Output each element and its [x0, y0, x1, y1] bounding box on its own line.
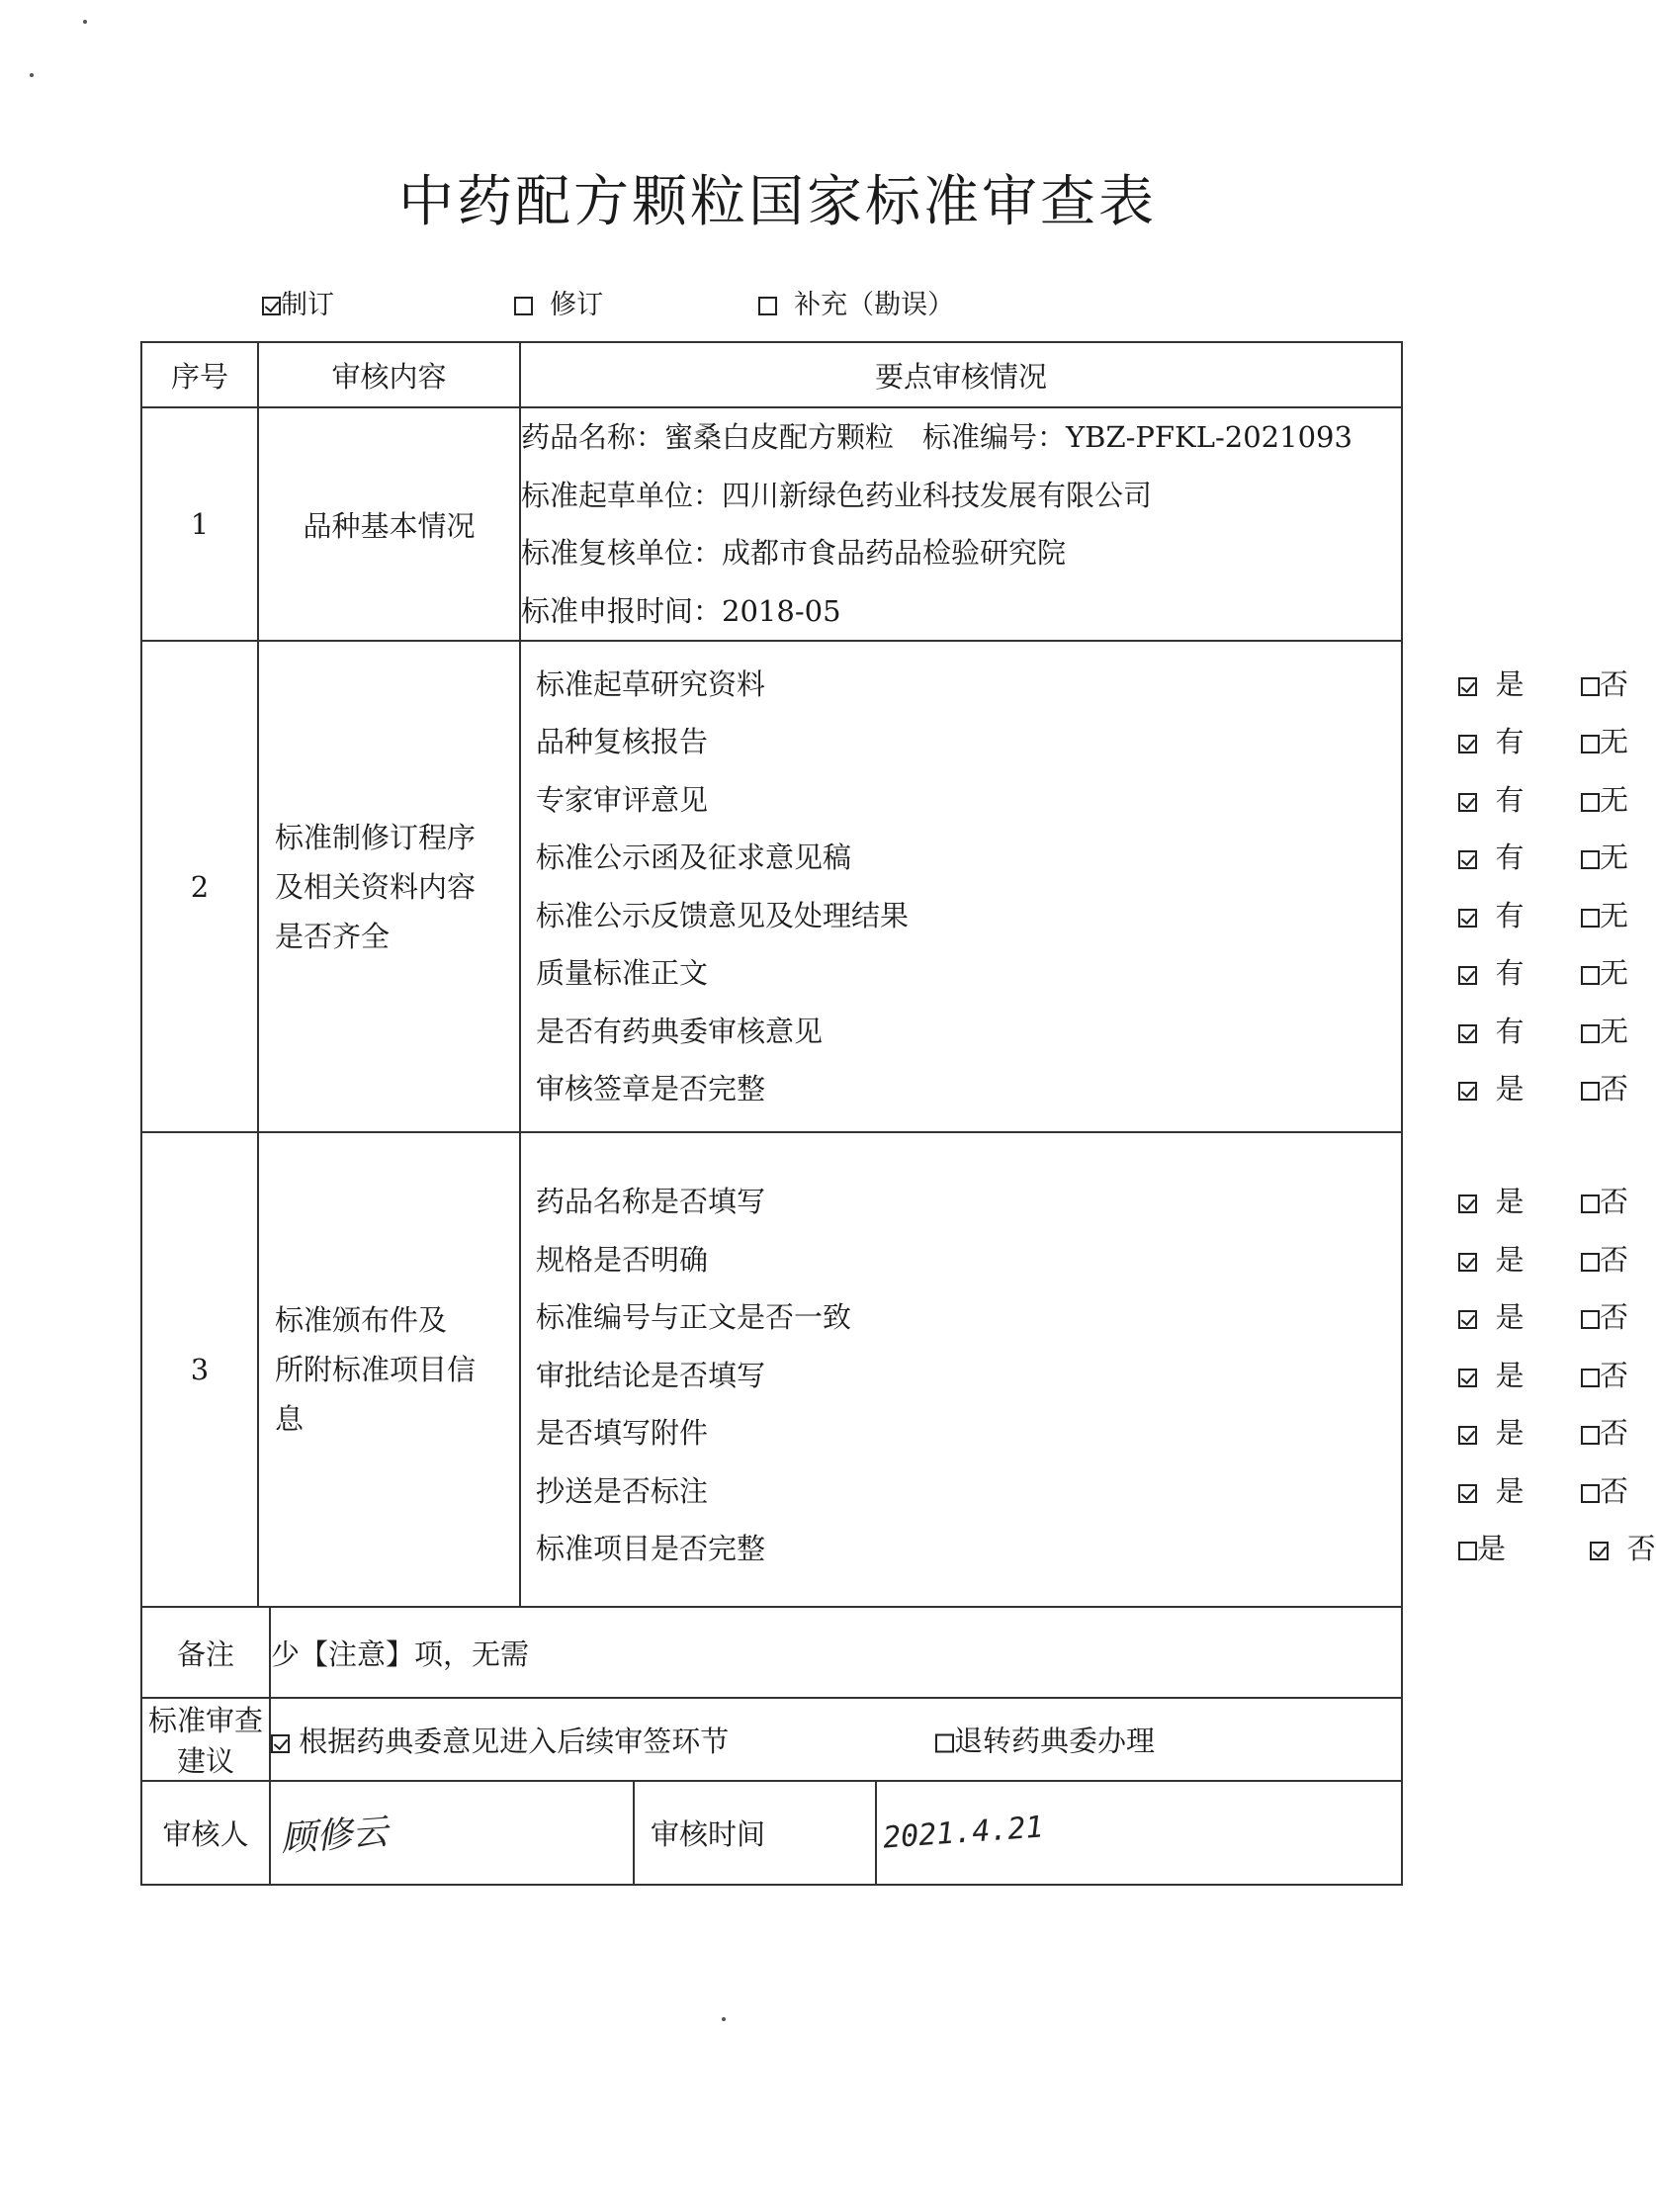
type-option-supplement[interactable] [758, 283, 954, 321]
checklist-item-label: 标准起草研究资料 [536, 666, 766, 701]
checklist-item [521, 1003, 1629, 1061]
checklist-option-yes[interactable] [1458, 1347, 1524, 1405]
header-seq: 序号 [141, 342, 258, 407]
checklist-option-label: 无 [1600, 841, 1629, 874]
checkbox-no[interactable] [1581, 1194, 1600, 1213]
checkbox-yes[interactable] [1458, 1310, 1477, 1329]
checkbox-yes[interactable] [1458, 966, 1477, 985]
checklist-item-label: 规格是否明确 [536, 1242, 709, 1277]
checklist-option-label: 无 [1600, 782, 1629, 817]
checkbox-no[interactable] [1581, 909, 1600, 928]
checkbox-no[interactable] [1581, 677, 1600, 696]
remarks-value: 少【注意】项，无需 [270, 1607, 1402, 1698]
checkbox-no[interactable] [1581, 1253, 1600, 1272]
checklist-option-no[interactable] [1581, 1060, 1628, 1118]
checklist-option-yes[interactable] [1458, 887, 1524, 945]
section3-checklist [520, 1132, 1656, 1607]
checklist-option-no[interactable] [1581, 1347, 1628, 1405]
checklist-item-label: 抄送是否标注 [536, 1473, 709, 1508]
suggestion-option-return[interactable] [935, 1720, 1155, 1760]
checklist-option-yes[interactable] [1458, 713, 1524, 771]
checklist-option-no[interactable] [1581, 656, 1628, 714]
checklist-item [521, 1173, 1629, 1231]
checklist-item-label: 标准项目是否完整 [536, 1532, 766, 1565]
section3-content-line: 所附标准项目信 [275, 1353, 477, 1386]
checklist-option-label: 无 [1600, 725, 1629, 758]
checklist-item [521, 1520, 1656, 1578]
checklist-option-yes[interactable] [1458, 944, 1524, 1003]
checklist-option-label: 有 [1495, 841, 1525, 874]
checklist-option-yes[interactable] [1458, 1520, 1506, 1578]
checkbox-formulate[interactable] [262, 297, 281, 315]
checklist-option-no[interactable] [1581, 1520, 1656, 1578]
scan-speck [83, 20, 87, 24]
checkbox-return[interactable] [935, 1734, 954, 1753]
type-option-label: 制订 [281, 290, 334, 320]
suggestion-option-proceed[interactable] [271, 1725, 729, 1758]
remarks-label: 备注 [141, 1607, 270, 1698]
checklist-item-label: 是否有药典委审核意见 [536, 1014, 824, 1048]
section2-content [258, 641, 520, 1132]
checkbox-yes[interactable] [1458, 1369, 1477, 1387]
table-row [141, 407, 1402, 641]
checklist-item [521, 829, 1629, 887]
checklist-option-no[interactable] [1581, 771, 1628, 830]
checklist-option-label: 否 [1600, 1358, 1629, 1392]
checklist-option-label: 无 [1600, 1014, 1629, 1048]
review-time-label: 审核时间 [634, 1782, 876, 1884]
checkbox-revise[interactable] [514, 297, 533, 315]
checklist-option-label: 是 [1495, 1185, 1525, 1218]
checkbox-no[interactable] [1581, 1082, 1600, 1101]
table-row [141, 1781, 1402, 1885]
checklist-item-label: 标准公示函及征求意见稿 [536, 841, 852, 874]
checklist-option-no[interactable] [1581, 1288, 1628, 1347]
checkbox-no[interactable] [1581, 735, 1600, 753]
checklist-option-yes[interactable] [1458, 1404, 1524, 1462]
checklist-option-label: 否 [1626, 1532, 1656, 1565]
checklist-item-label: 标准公示反馈意见及处理结果 [536, 898, 910, 932]
checkbox-proceed[interactable] [271, 1734, 290, 1753]
checkbox-yes[interactable] [1458, 677, 1477, 696]
checkbox-no[interactable] [1581, 966, 1600, 985]
checklist-item [521, 1288, 1629, 1347]
checklist-option-yes[interactable] [1458, 656, 1524, 714]
checklist-option-label: 否 [1600, 1185, 1629, 1218]
section3-seq: 3 [141, 1132, 258, 1607]
checkbox-yes[interactable] [1458, 1426, 1477, 1445]
checkbox-yes[interactable] [1458, 735, 1477, 753]
checkbox-no[interactable] [1581, 1310, 1600, 1329]
section2-content-line: 标准制修订程序 [275, 820, 477, 854]
reviewer-signature-cell [271, 1782, 634, 1884]
reviewer-signature: 顾修云 [279, 1812, 390, 1860]
checklist-option-label: 有 [1495, 898, 1525, 932]
checklist-option-no[interactable] [1581, 1231, 1628, 1289]
review-time-cell [876, 1782, 1401, 1884]
checklist-option-label: 是 [1495, 1242, 1525, 1277]
section3-content-line: 标准颁布件及 [275, 1303, 448, 1337]
checklist-item-label: 品种复核报告 [536, 725, 709, 758]
checklist-option-label: 有 [1495, 956, 1525, 990]
checklist-option-label: 无 [1600, 956, 1629, 990]
checklist-option-label: 否 [1600, 1300, 1629, 1334]
checkbox-yes[interactable] [1458, 1082, 1477, 1101]
checklist-item [521, 713, 1629, 771]
checklist-option-label: 否 [1600, 1242, 1629, 1277]
section2-content-line: 是否齐全 [275, 919, 391, 953]
review-table [140, 341, 1656, 1886]
checklist-option-no[interactable] [1581, 887, 1628, 945]
header-content: 审核内容 [258, 342, 520, 407]
checklist-option-label: 是 [1495, 1072, 1525, 1106]
checklist-item [521, 1060, 1629, 1118]
checkbox-yes[interactable] [1458, 1542, 1477, 1560]
checkbox-supplement[interactable] [758, 297, 777, 315]
table-row [141, 641, 1402, 1132]
type-option-label: 修订 [550, 290, 604, 320]
checklist-item [521, 944, 1629, 1003]
checklist-option-no[interactable] [1581, 1003, 1628, 1061]
checkbox-no[interactable] [1581, 1369, 1600, 1387]
checklist-item-label: 是否填写附件 [536, 1416, 709, 1450]
type-option-label: 补充（勘误） [794, 290, 955, 320]
checkbox-no[interactable] [1590, 1542, 1609, 1560]
section3-content-line: 息 [275, 1402, 305, 1436]
checklist-item-label: 审核签章是否完整 [536, 1072, 766, 1106]
section3-content [258, 1132, 520, 1607]
header-status: 要点审核情况 [520, 342, 1402, 407]
checklist-option-label: 是 [1495, 1473, 1525, 1508]
checklist-option-no[interactable] [1581, 1462, 1628, 1521]
section1-content: 品种基本情况 [258, 407, 520, 641]
checklist-option-label: 否 [1600, 666, 1629, 701]
suggestion-option-label: 根据药典委意见进入后续审签环节 [299, 1724, 730, 1758]
basic-info-line: 标准申报时间：2018-05 [521, 593, 841, 628]
section2-seq: 2 [141, 641, 258, 1132]
scan-speck [30, 73, 34, 77]
checkbox-yes[interactable] [1458, 793, 1477, 812]
checklist-option-yes[interactable] [1458, 1231, 1524, 1289]
checklist-option-label: 有 [1495, 782, 1525, 817]
checklist-option-label: 有 [1495, 1014, 1525, 1048]
checkbox-yes[interactable] [1458, 1484, 1477, 1503]
checklist-item-label: 专家审评意见 [536, 782, 709, 817]
section1-details [520, 407, 1402, 641]
checklist-item [521, 887, 1629, 945]
checklist-option-label: 是 [1495, 1358, 1525, 1392]
checklist-option-label: 有 [1495, 725, 1525, 758]
reviewer-area [270, 1781, 1402, 1885]
checklist-option-yes[interactable] [1458, 1173, 1524, 1231]
checklist-option-yes[interactable] [1458, 1462, 1524, 1521]
checklist-option-label: 否 [1600, 1473, 1629, 1508]
checklist-option-yes[interactable] [1458, 1060, 1524, 1118]
section2-checklist [520, 641, 1629, 1132]
checklist-item [521, 771, 1629, 830]
checklist-item [521, 1404, 1629, 1462]
checkbox-no[interactable] [1581, 1484, 1600, 1503]
checklist-item-label: 标准编号与正文是否一致 [536, 1300, 852, 1334]
checkbox-yes[interactable] [1458, 909, 1477, 928]
checkbox-yes[interactable] [1458, 1024, 1477, 1043]
checklist-item-label: 质量标准正文 [536, 956, 709, 990]
checkbox-no[interactable] [1581, 1024, 1600, 1043]
checklist-option-yes[interactable] [1458, 829, 1524, 887]
checklist-option-label: 无 [1600, 898, 1629, 932]
checklist-item [521, 1347, 1629, 1405]
table-row [141, 1607, 1402, 1698]
checklist-option-no[interactable] [1581, 1404, 1628, 1462]
suggestion-label: 标准审查建议 [141, 1698, 270, 1781]
section2-content-line: 及相关资料内容 [275, 869, 477, 904]
basic-info-line: 标准复核单位：成都市食品药品检验研究院 [521, 536, 1067, 570]
checklist-option-label: 否 [1600, 1072, 1629, 1106]
review-time-value: 2021.4.21 [881, 1810, 1045, 1856]
suggestion-options [270, 1698, 1402, 1781]
checklist-item-label: 药品名称是否填写 [536, 1185, 766, 1218]
checkbox-no[interactable] [1581, 793, 1600, 812]
basic-info-line: 药品名称：蜜桑白皮配方颗粒 标准编号：YBZ-PFKL-2021093 [521, 420, 1352, 454]
section1-seq: 1 [141, 407, 258, 641]
checklist-option-yes[interactable] [1458, 1288, 1524, 1347]
checkbox-no[interactable] [1581, 1426, 1600, 1445]
reviewer-label: 审核人 [141, 1781, 270, 1885]
checklist-item-label: 审批结论是否填写 [536, 1358, 766, 1392]
table-row [141, 1132, 1402, 1607]
checklist-option-yes[interactable] [1458, 1003, 1524, 1061]
checklist-option-label: 是 [1477, 1532, 1507, 1565]
checkbox-yes[interactable] [1458, 1194, 1477, 1213]
document-title: 中药配方颗粒国家标准审查表 [398, 170, 1157, 234]
checkbox-yes[interactable] [1458, 1253, 1477, 1272]
checklist-item [521, 656, 1629, 714]
checklist-option-label: 否 [1600, 1416, 1629, 1450]
checklist-option-label: 是 [1495, 666, 1525, 701]
checkbox-no[interactable] [1581, 850, 1600, 869]
type-option-formulate[interactable] [262, 283, 334, 321]
suggestion-option-label: 退转药典委办理 [954, 1724, 1156, 1758]
checkbox-yes[interactable] [1458, 850, 1477, 869]
checklist-option-no[interactable] [1581, 944, 1628, 1003]
type-option-revise[interactable] [514, 283, 603, 321]
checklist-option-no[interactable] [1581, 829, 1628, 887]
checklist-item [521, 1462, 1629, 1521]
table-row [141, 1698, 1402, 1781]
basic-info-line: 标准起草单位：四川新绿色药业科技发展有限公司 [521, 478, 1153, 512]
checklist-option-label: 是 [1495, 1416, 1525, 1450]
checklist-option-no[interactable] [1581, 1173, 1628, 1231]
checklist-option-label: 是 [1495, 1300, 1525, 1334]
scan-speck [722, 2017, 726, 2021]
checklist-item [521, 1231, 1629, 1289]
checklist-option-no[interactable] [1581, 713, 1628, 771]
checklist-option-yes[interactable] [1458, 771, 1524, 830]
